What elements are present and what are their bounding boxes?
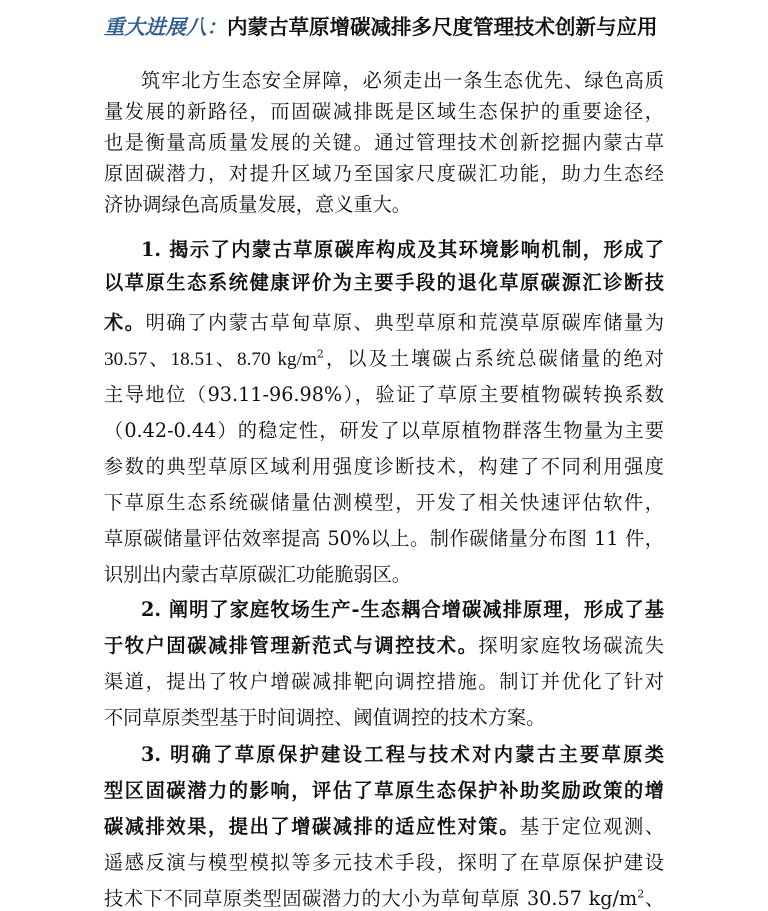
text-span: ，以及土壤碳占系统总碳储量的绝对	[323, 347, 664, 370]
text-line	[104, 347, 664, 371]
text-line	[104, 887, 664, 911]
item-1-heading: 1. 揭示了内蒙古草原碳库构成及其环境影响机制，形成了	[141, 238, 664, 261]
item-3-heading-cont: 型区固碳潜力的影响，评估了草原生态保护补助奖励政策的增	[104, 779, 664, 802]
text-line: 济协调绿色高质量发展，意义重大。	[104, 193, 411, 216]
text-line	[104, 634, 664, 658]
text-line: 也是衡量高质量发展的关键。通过管理技术创新挖掘内蒙古草	[104, 131, 664, 154]
text-span: 、	[644, 887, 665, 910]
item-3-heading-end: 碳减排效果，提出了增碳减排的适应性对策。	[104, 815, 521, 838]
superscript: 2	[637, 887, 645, 901]
text-line	[104, 815, 664, 839]
text-line-bold	[141, 743, 664, 767]
text-line: 识别出内蒙古草原碳汇功能脆弱区。	[104, 563, 411, 586]
text-line-bold	[104, 779, 664, 803]
item-1-heading-cont: 以草原生态系统健康评价为主要手段的退化草原碳源汇诊断技	[104, 271, 664, 294]
text-line: 草原碳储量评估效率提高 50%以上。制作碳储量分布图 11 件，	[104, 527, 664, 550]
item-3-heading: 3. 明确了草原保护建设工程与技术对内蒙古主要草原类	[141, 743, 664, 766]
item-2-heading: 2. 阐明了家庭牧场生产-生态耦合增碳减排原理，形成了基	[141, 598, 664, 621]
section-heading	[104, 12, 658, 42]
text-line: 筑牢北方生态安全屏障，必须走出一条生态优先、绿色高质	[141, 69, 664, 92]
text-line-bold	[141, 238, 664, 262]
text-line	[104, 311, 664, 335]
text-line: 渠道，提出了牧户增碳减排靶向调控措施。制订并优化了针对	[104, 670, 664, 693]
text-line: 原固碳潜力，对提升区域乃至国家尺度碳汇功能，助力生态经	[104, 162, 664, 185]
text-line: 参数的典型草原区域利用强度诊断技术，构建了不同利用强度	[104, 455, 664, 478]
text-span: 技术下不同草原类型固碳潜力的大小为草甸草原 30.57 kg/m	[104, 887, 638, 910]
item-1-heading-end: 术。	[104, 311, 146, 334]
item-2-heading-cont: 于牧户固碳减排管理新范式与调控技术。	[104, 634, 479, 657]
text-span: 明确了内蒙古草甸草原、典型草原和荒漠草原碳库储量为	[145, 311, 665, 334]
text-line: 量发展的新路径，而固碳减排既是区域生态保护的重要途径，	[104, 100, 664, 123]
heading-label: 重大进展八：	[104, 15, 227, 39]
text-span: 探明家庭牧场碳流失	[478, 634, 665, 657]
carbon-values: 30.57、18.51、8.70 kg/m	[104, 349, 317, 370]
superscript: 2	[316, 347, 324, 361]
heading-title: 内蒙古草原增碳减排多尺度管理技术创新与应用	[227, 15, 658, 39]
text-line: 不同草原类型基于时间调控、阈值调控的技术方案。	[104, 706, 546, 729]
text-line: 下草原生态系统碳储量估测模型，开发了相关快速评估软件，	[104, 491, 664, 514]
text-line-bold	[141, 598, 664, 622]
text-line: （0.42-0.44）的稳定性，研发了以草原植物群落生物量为主要	[104, 419, 664, 442]
text-line: 主导地位（93.11-96.98%），验证了草原主要植物碳转换系数	[104, 383, 664, 406]
text-span: 基于定位观测、	[520, 815, 665, 838]
text-line-bold	[104, 271, 664, 295]
text-line: 遥感反演与模型模拟等多元技术手段，探明了在草原保护建设	[104, 851, 664, 874]
